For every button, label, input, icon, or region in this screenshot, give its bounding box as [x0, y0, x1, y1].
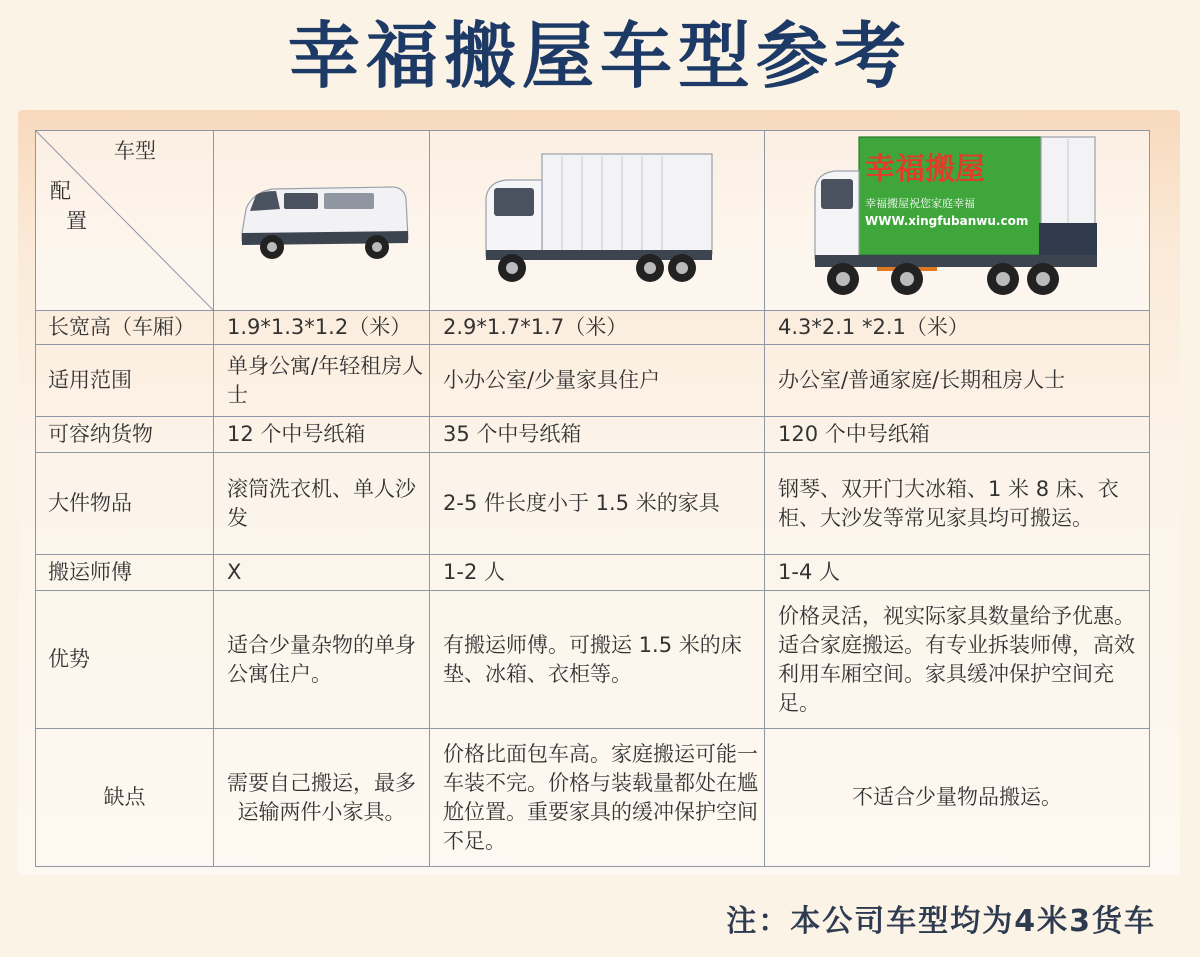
table-row [36, 417, 1150, 453]
row-label: 可容纳货物 [36, 417, 214, 453]
table-cell: 办公室/普通家庭/长期租房人士 [765, 345, 1150, 417]
corner-label-vehicle: 车型 [114, 139, 156, 163]
table-cell: 滚筒洗衣机、单人沙发 [214, 453, 430, 555]
table-cell: 价格灵活，视实际家具数量给予优惠。适合家庭搬运。有专业拆装师傅，高效利用车厢空间。家具缓冲保护空间充足。 [765, 591, 1150, 729]
vehicle-cell-large-truck [765, 131, 1150, 311]
truck-brand-name: 幸福搬屋 [865, 152, 985, 187]
table-cell: 钢琴、双开门大冰箱、1 米 8 床、衣柜、大沙发等常见家具均可搬运。 [765, 453, 1150, 555]
table-row [36, 345, 1150, 417]
row-label: 缺点 [36, 729, 214, 867]
table-cell: 1-4 人 [765, 555, 1150, 591]
table-cell: 需要自己搬运，最多运输两件小家具。 [214, 729, 430, 867]
table-cell: 120 个中号纸箱 [765, 417, 1150, 453]
corner-header-cell [36, 131, 214, 311]
table-cell: 35 个中号纸箱 [430, 417, 765, 453]
row-label: 优势 [36, 591, 214, 729]
row-label: 大件物品 [36, 453, 214, 555]
vehicle-image-row [36, 131, 1150, 311]
corner-label-config-1: 配 [50, 179, 71, 203]
table-cell: 单身公寓/年轻租房人士 [214, 345, 430, 417]
van-icon [232, 171, 412, 271]
table-cell: 价格比面包车高。家庭搬运可能一车装不完。价格与装载量都处在尴尬位置。重要家具的缓冲保护空间不足。 [430, 729, 765, 867]
table-cell: 1-2 人 [430, 555, 765, 591]
row-label: 搬运师傅 [36, 555, 214, 591]
row-label: 适用范围 [36, 345, 214, 417]
table-row [36, 453, 1150, 555]
table-cell: 小办公室/少量家具住户 [430, 345, 765, 417]
truck-website: WWW.xingfubanwu.com [865, 214, 1029, 228]
small-box-truck-icon [472, 146, 722, 296]
corner-label-config-2: 置 [66, 209, 87, 233]
truck-slogan: 幸福搬屋祝您家庭幸福 [865, 197, 975, 210]
table-cell: 有搬运师傅。可搬运 1.5 米的床垫、冰箱、衣柜等。 [430, 591, 765, 729]
table-cell: 4.3*2.1 *2.1（米） [765, 311, 1150, 345]
large-box-truck-icon [807, 133, 1107, 308]
footnote: 注：本公司车型均为4米3货车 [726, 904, 1156, 939]
table-row [36, 555, 1150, 591]
row-label: 长宽高（车厢） [36, 311, 214, 345]
table-row [36, 729, 1150, 867]
table-row [36, 591, 1150, 729]
table-cell: 2.9*1.7*1.7（米） [430, 311, 765, 345]
page-title: 幸福搬屋车型参考 [287, 13, 912, 98]
table-row [36, 311, 1150, 345]
table-cell: 12 个中号纸箱 [214, 417, 430, 453]
table-cell: 不适合少量物品搬运。 [765, 729, 1150, 867]
table-cell: 适合少量杂物的单身公寓住户。 [214, 591, 430, 729]
table-cell: 2-5 件长度小于 1.5 米的家具 [430, 453, 765, 555]
vehicle-comparison-table [35, 130, 1150, 867]
vehicle-cell-van [214, 131, 430, 311]
vehicle-cell-small-truck [430, 131, 765, 311]
table-cell: X [214, 555, 430, 591]
table-cell: 1.9*1.3*1.2（米） [214, 311, 430, 345]
